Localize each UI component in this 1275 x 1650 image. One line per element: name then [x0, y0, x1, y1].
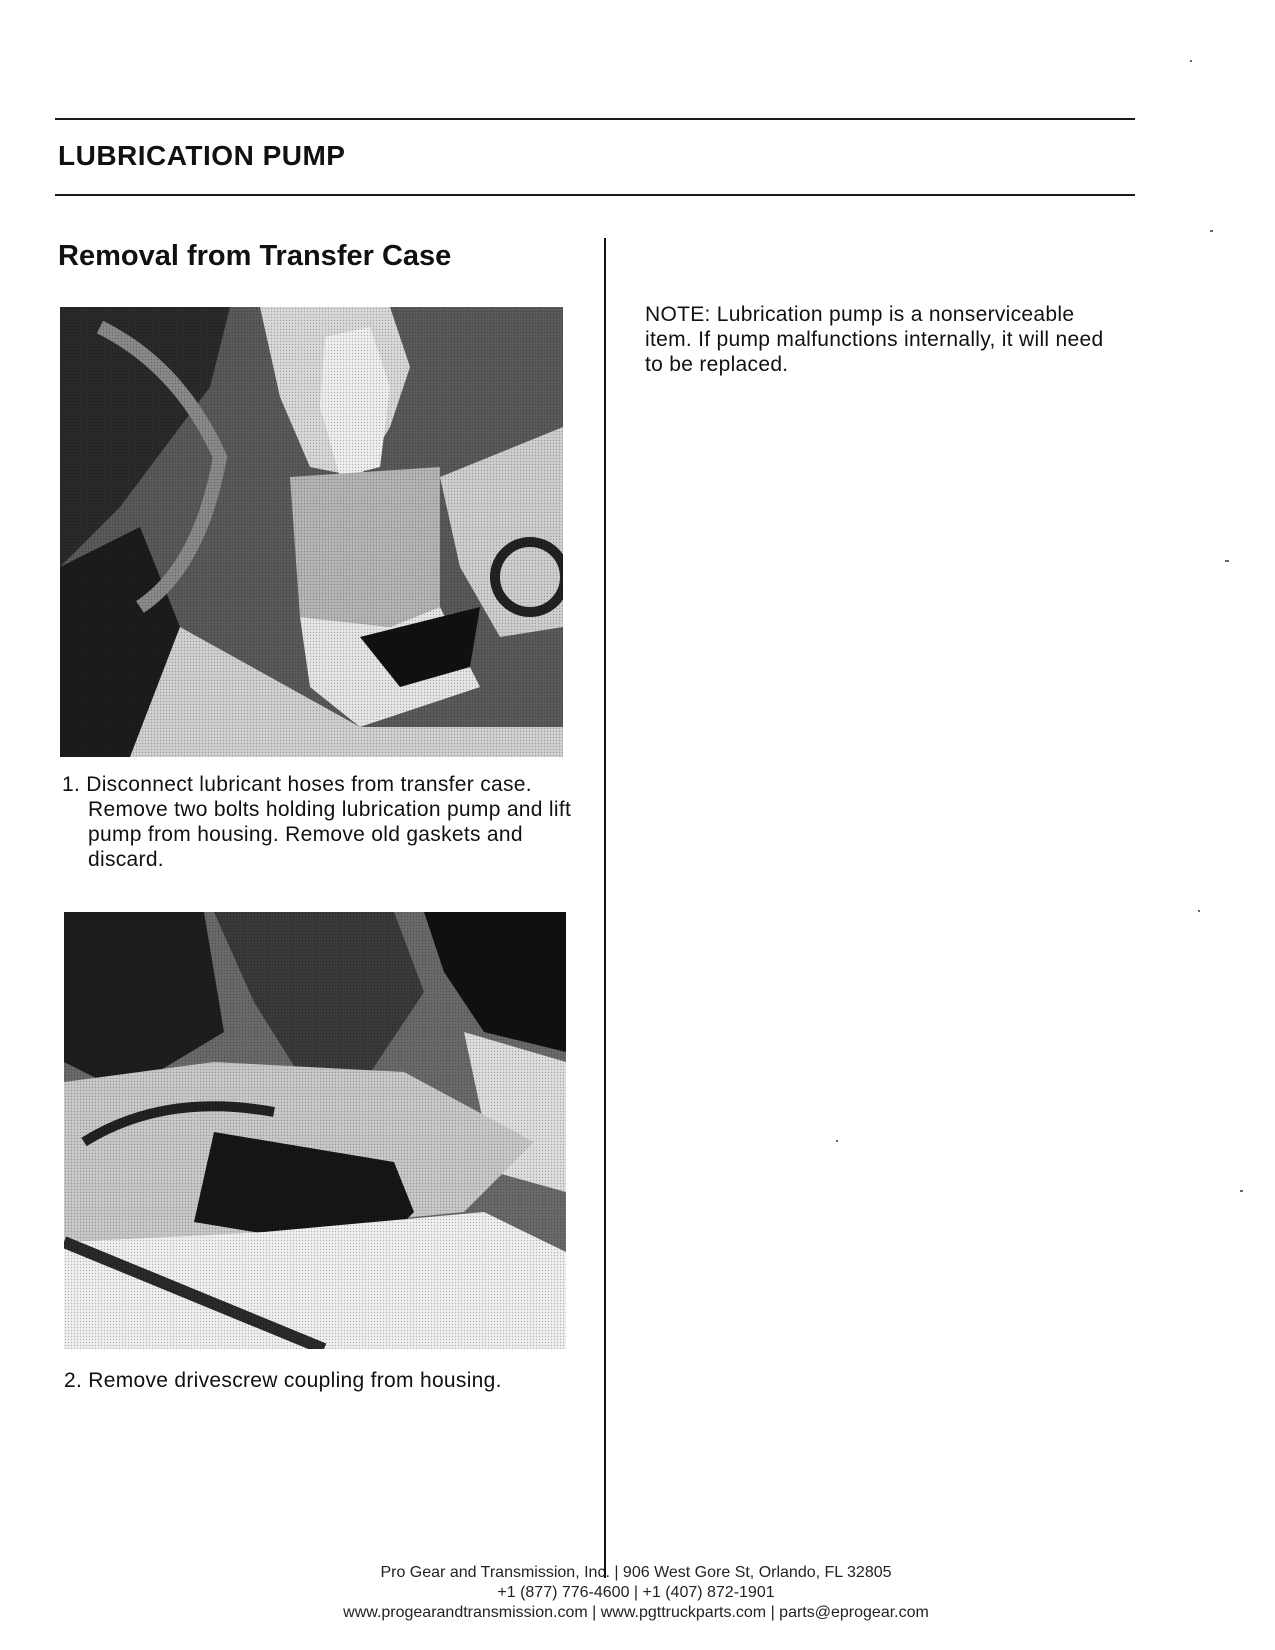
scan-speck	[1225, 560, 1229, 562]
column-divider	[604, 238, 606, 1578]
photo-pump-removal	[60, 307, 563, 757]
footer-phone-numbers: +1 (877) 776-4600 | +1 (407) 872-1901	[497, 1584, 775, 1601]
step-2-text: 2. Remove drivescrew coupling from housing.	[64, 1369, 502, 1392]
note-text: NOTE: Lubrication pump is a nonserviceable item. If pump malfunctions internally, it will need to be replaced.	[645, 303, 1104, 376]
section-title: Removal from Transfer Case	[58, 240, 452, 272]
page-title: LUBRICATION PUMP	[58, 140, 346, 171]
scan-speck	[1190, 60, 1192, 62]
scan-speck	[836, 1140, 838, 1142]
scan-speck	[1198, 910, 1200, 912]
footer-web-email: www.progearandtransmission.com | www.pgttruckparts.com | parts@eprogear.com	[343, 1604, 929, 1621]
photo-drivescrew-coupling	[64, 912, 566, 1349]
step-1-text: 1. Disconnect lubricant hoses from transfer case. Remove two bolts holding lubrication pump and lift pump from housing. Remove old gaskets and discard.	[62, 773, 572, 871]
title-underline-rule	[55, 194, 1135, 196]
footer	[300, 1563, 972, 1623]
footer-company-address: Pro Gear and Transmission, Inc. | 906 West Gore St, Orlando, FL 32805	[380, 1564, 892, 1581]
scan-speck	[1240, 1190, 1243, 1192]
top-rule	[55, 118, 1135, 120]
scan-speck	[1210, 230, 1213, 232]
